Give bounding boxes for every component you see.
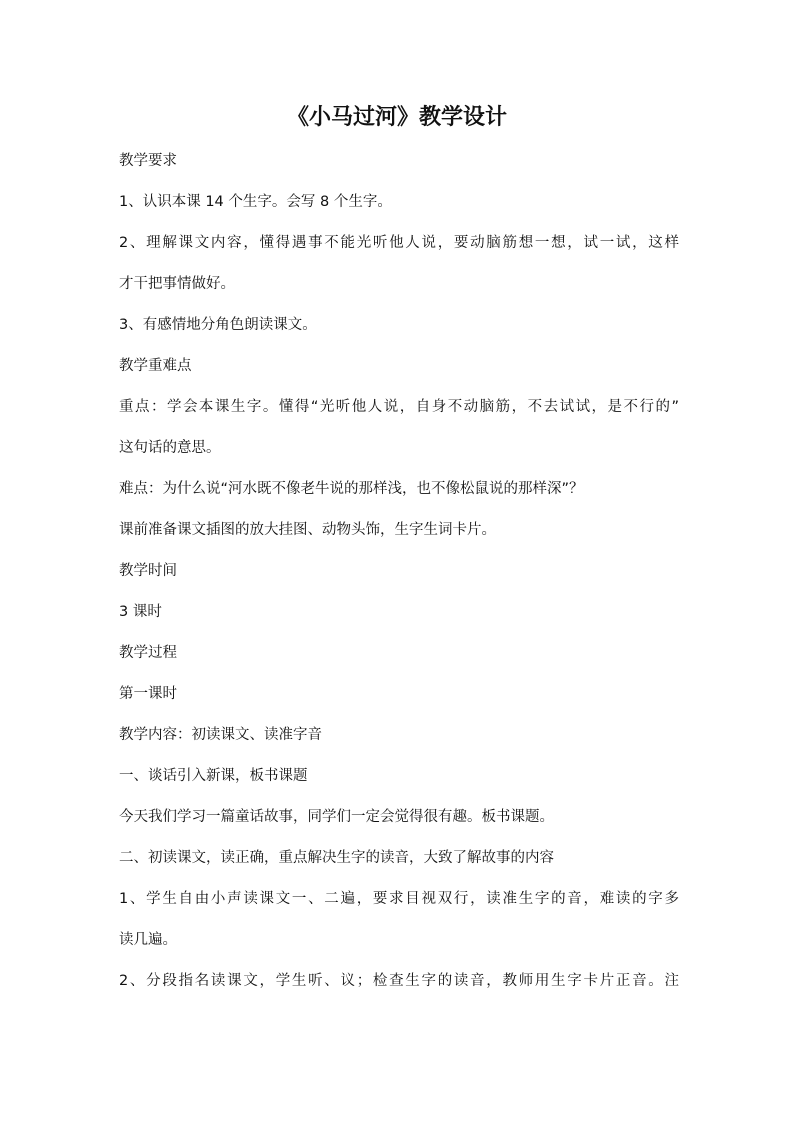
section-heading-key-points: 教学重难点: [119, 358, 192, 374]
text-line: 2、分段指名读课文，学生听、议；检查生字的读音，教师用生字卡片正音。注: [119, 973, 679, 989]
text-line: 第一课时: [119, 686, 177, 702]
text-line: 课前准备课文插图的放大挂图、动物头饰，生字生词卡片。: [119, 522, 496, 538]
text-line: 二、初读课文，读正确，重点解决生字的读音，大致了解故事的内容: [119, 850, 554, 866]
section-heading-time: 教学时间: [119, 563, 177, 579]
text-line: 3 课时: [119, 604, 162, 620]
text-line: 3、有感情地分角色朗读课文。: [119, 317, 317, 333]
text-line: 1、学生自由小声读课文一、二遍，要求目视双行，读准生字的音，难读的字多: [119, 891, 679, 907]
page-title: 《小马过河》教学设计: [286, 105, 507, 130]
text-line: 一、谈话引入新课，板书课题: [119, 768, 308, 784]
text-line: 2、理解课文内容，懂得遇事不能光听他人说，要动脑筋想一想，试一试，这样: [119, 235, 679, 251]
text-line: 这句话的意思。: [119, 440, 221, 456]
text-line: 今天我们学习一篇童话故事，同学们一定会觉得很有趣。板书课题。: [119, 809, 554, 825]
text-line: 读几遍。: [119, 932, 177, 948]
text-line: 重点：学会本课生字。懂得“光听他人说，自身不动脑筋，不去试试，是不行的”: [119, 399, 679, 415]
text-line: 难点：为什么说“河水既不像老牛说的那样浅，也不像松鼠说的那样深”？: [119, 481, 584, 497]
text-line: 教学内容：初读课文、读准字音: [119, 727, 322, 743]
text-line: 1、认识本课 14 个生字。会写 8 个生字。: [119, 194, 392, 210]
section-heading-requirements: 教学要求: [119, 153, 177, 169]
text-line: 才干把事情做好。: [119, 276, 235, 292]
section-heading-process: 教学过程: [119, 645, 177, 661]
